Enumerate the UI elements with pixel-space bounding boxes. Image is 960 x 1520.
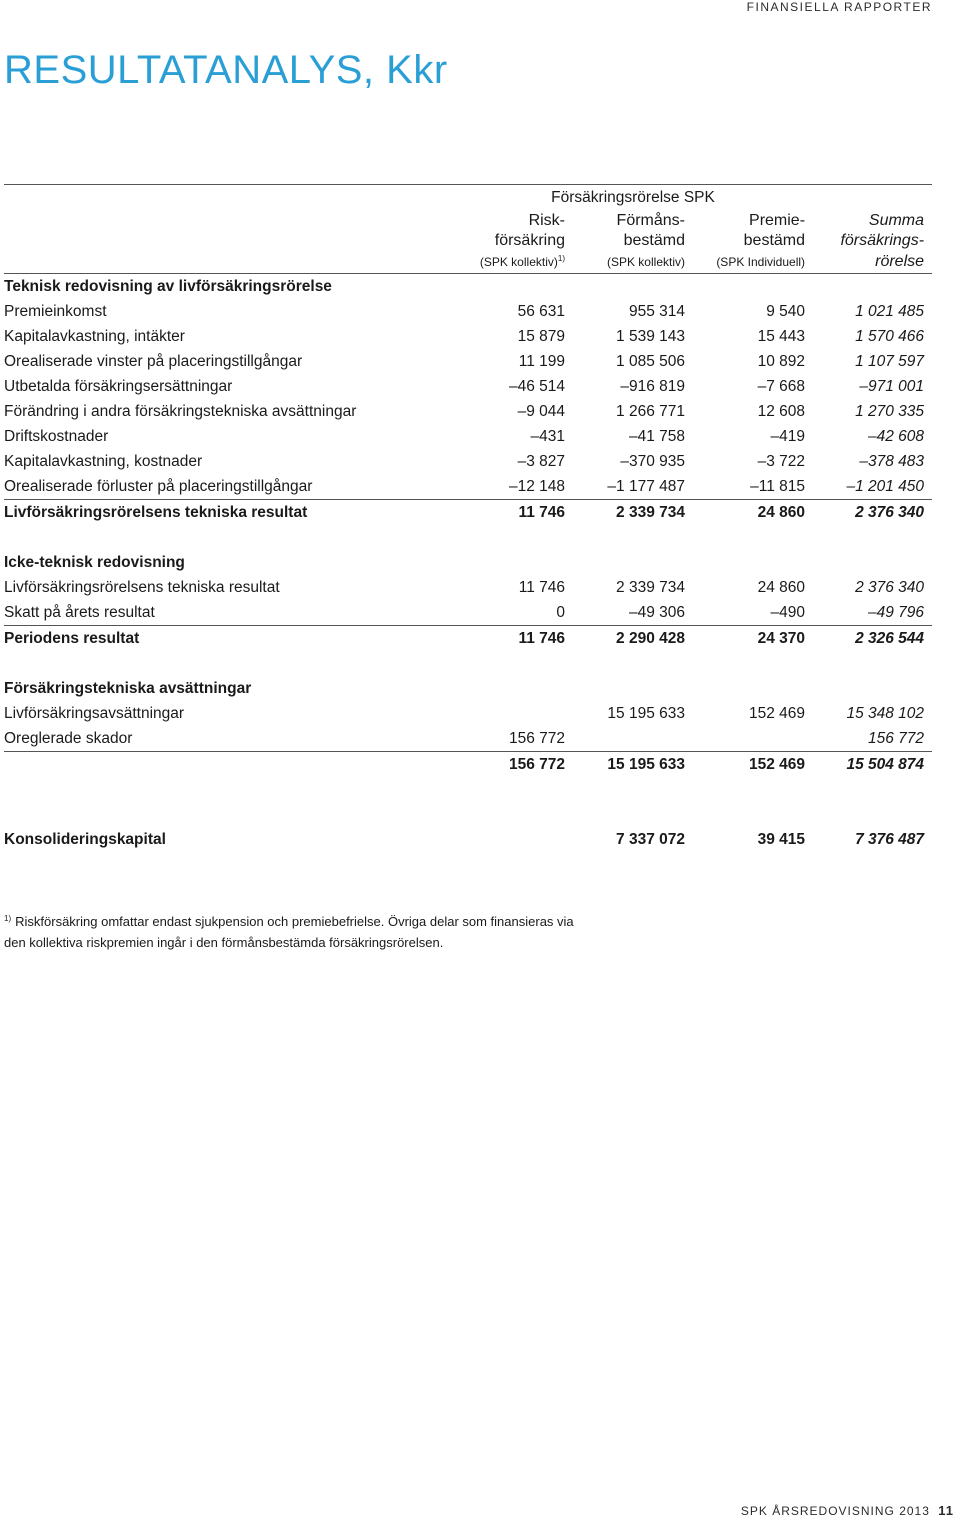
value-cell: –431 bbox=[530, 427, 565, 445]
value-cell: 1 539 143 bbox=[616, 327, 685, 345]
value-cell: –49 306 bbox=[573, 600, 693, 626]
value-cell: –11 815 bbox=[693, 474, 813, 500]
table-row bbox=[4, 399, 932, 424]
value-cell: 955 314 bbox=[628, 302, 685, 320]
section-title-row bbox=[4, 550, 932, 575]
col-header-summa-2: försäkrings- bbox=[840, 232, 925, 249]
section-title: Teknisk redovisning av livförsäkringsrörelse bbox=[4, 277, 332, 295]
row-label: Orealiserade vinster på placeringstillgångar bbox=[4, 352, 303, 370]
row-label: Utbetalda försäkringsersättningar bbox=[4, 377, 233, 395]
table-row bbox=[4, 701, 932, 726]
col-header-risk-2: försäkring bbox=[494, 232, 565, 249]
col-header-premie-1: Premie- bbox=[749, 212, 806, 229]
spacer-cell bbox=[453, 651, 573, 676]
col-header-formans-2: bestämd bbox=[623, 232, 685, 249]
value-cell: 2 376 340 bbox=[855, 503, 925, 521]
footnote-mark: 1) bbox=[4, 913, 12, 923]
value-cell bbox=[693, 726, 813, 752]
value-cell: –46 514 bbox=[508, 377, 565, 395]
value-cell: 1 107 597 bbox=[855, 352, 925, 370]
value-cell: 11 746 bbox=[518, 503, 565, 521]
value-cell bbox=[453, 701, 573, 726]
value-cell: 156 772 bbox=[813, 726, 932, 752]
value-cell: –7 668 bbox=[757, 377, 806, 395]
section-title: Försäkringstekniska avsättningar bbox=[4, 679, 252, 697]
section-title-row bbox=[4, 676, 932, 701]
value-cell: 1 270 335 bbox=[855, 402, 925, 420]
row-label: Driftskostnader bbox=[4, 427, 109, 445]
spacer-cell bbox=[4, 525, 453, 550]
value-cell: 7 337 072 bbox=[616, 830, 685, 848]
konsolidering-row bbox=[4, 827, 932, 852]
row-label: Skatt på årets resultat bbox=[4, 600, 453, 626]
section-title-row bbox=[4, 274, 932, 300]
spacer-row bbox=[4, 651, 932, 676]
value-cell: 1 266 771 bbox=[616, 402, 685, 420]
value-cell: 2 339 734 bbox=[616, 578, 685, 596]
value-cell: 1 570 466 bbox=[855, 327, 925, 345]
value-cell: –3 722 bbox=[757, 452, 806, 470]
value-cell: –370 935 bbox=[620, 452, 685, 470]
spacer-row bbox=[4, 777, 932, 827]
row-label: Oreglerade skador bbox=[4, 726, 453, 752]
footer-text: SPK ÅRSREDOVISNING 2013 bbox=[740, 1504, 930, 1518]
footnote-line-2: den kollektiva riskpremien ingår i den förmånsbestämda försäkringsrörelsen. bbox=[4, 935, 444, 950]
table-row bbox=[4, 600, 932, 626]
value-cell: 12 608 bbox=[757, 402, 806, 420]
spacer-cell bbox=[453, 525, 573, 550]
value-cell bbox=[453, 827, 573, 852]
spacer-cell bbox=[4, 651, 453, 676]
value-cell: 15 443 bbox=[757, 327, 806, 345]
spacer-cell bbox=[813, 777, 932, 827]
total-row bbox=[4, 500, 932, 526]
table-row bbox=[4, 349, 932, 374]
table-row bbox=[4, 299, 932, 324]
value-cell: 156 772 bbox=[508, 755, 565, 773]
page-title: RESULTATANALYS, Kkr bbox=[4, 48, 448, 92]
value-cell: 15 879 bbox=[517, 327, 565, 345]
value-cell: 15 195 633 bbox=[607, 704, 685, 722]
column-header-line1 bbox=[4, 211, 932, 231]
table-row bbox=[4, 374, 932, 399]
value-cell: 2 376 340 bbox=[855, 578, 925, 596]
row-label: Livförsäkringsrörelsens tekniska resultat bbox=[4, 503, 308, 521]
col-header-premie-3: (SPK Individuell) bbox=[693, 251, 813, 274]
spacer-cell bbox=[573, 777, 693, 827]
row-label: Livförsäkringsrörelsens tekniska resultat bbox=[4, 578, 280, 596]
value-cell: 24 860 bbox=[757, 578, 806, 596]
table-row bbox=[4, 726, 932, 752]
value-cell: 56 631 bbox=[517, 302, 565, 320]
value-cell: 11 746 bbox=[518, 629, 565, 647]
value-cell: 1 085 506 bbox=[616, 352, 685, 370]
value-cell: –490 bbox=[693, 600, 813, 626]
row-label: Kapitalavkastning, intäkter bbox=[4, 327, 185, 345]
value-cell: –1 201 450 bbox=[813, 474, 932, 500]
result-analysis-table bbox=[4, 184, 932, 852]
value-cell: –971 001 bbox=[859, 377, 925, 395]
value-cell: 24 370 bbox=[757, 629, 806, 647]
value-cell: 11 199 bbox=[518, 352, 565, 370]
row-label: Livförsäkringsavsättningar bbox=[4, 704, 185, 722]
row-label: Förändring i andra försäkringstekniska avsättningar bbox=[4, 402, 357, 420]
spacer-cell bbox=[693, 525, 813, 550]
value-cell: –42 608 bbox=[868, 427, 925, 445]
value-cell: 152 469 bbox=[749, 704, 806, 722]
value-cell: 2 326 544 bbox=[855, 629, 925, 647]
value-cell: 156 772 bbox=[453, 726, 573, 752]
col-header-summa-3: rörelse bbox=[813, 251, 932, 274]
value-cell: 0 bbox=[453, 600, 573, 626]
spacer-cell bbox=[813, 525, 932, 550]
col-header-summa-1: Summa bbox=[868, 212, 925, 229]
group-header-row bbox=[4, 185, 932, 212]
spacer-cell bbox=[813, 651, 932, 676]
value-cell: –9 044 bbox=[517, 402, 565, 420]
col-header-formans-3: (SPK kollektiv) bbox=[573, 251, 693, 274]
page-footer bbox=[741, 1503, 954, 1518]
value-cell: 24 860 bbox=[757, 503, 806, 521]
value-cell: 11 746 bbox=[518, 578, 565, 596]
value-cell: 2 339 734 bbox=[616, 503, 685, 521]
col-header-premie-2: bestämd bbox=[743, 232, 806, 249]
value-cell: –3 827 bbox=[517, 452, 565, 470]
row-label: Kapitalavkastning, kostnader bbox=[4, 452, 203, 470]
spacer-cell bbox=[453, 777, 573, 827]
value-cell: 152 469 bbox=[749, 755, 806, 773]
section-header: FINANSIELLA RAPPORTER bbox=[746, 0, 932, 14]
col-header-formans-1: Förmåns- bbox=[616, 212, 685, 229]
row-label: Orealiserade förluster på placeringstillgångar bbox=[4, 474, 453, 500]
spacer-cell bbox=[4, 777, 453, 827]
table-row bbox=[4, 449, 932, 474]
value-cell: 9 540 bbox=[766, 302, 806, 320]
value-cell: –41 758 bbox=[628, 427, 685, 445]
table-row bbox=[4, 424, 932, 449]
column-header-line2 bbox=[4, 231, 932, 251]
group-header: Försäkringsrörelse SPK bbox=[453, 185, 813, 212]
value-cell: 10 892 bbox=[757, 352, 806, 370]
value-cell: –1 177 487 bbox=[573, 474, 693, 500]
value-cell: 39 415 bbox=[757, 830, 806, 848]
section-title: Icke-teknisk redovisning bbox=[4, 553, 185, 571]
table-row bbox=[4, 474, 932, 500]
spacer-cell bbox=[573, 525, 693, 550]
value-cell: –916 819 bbox=[620, 377, 685, 395]
value-cell: –49 796 bbox=[813, 600, 932, 626]
footnote-ref: 1) bbox=[557, 254, 565, 263]
row-label: Premieinkomst bbox=[4, 302, 107, 320]
value-cell: 7 376 487 bbox=[855, 830, 925, 848]
row-label bbox=[4, 752, 453, 778]
spacer-row bbox=[4, 525, 932, 550]
value-cell: 2 290 428 bbox=[616, 629, 685, 647]
col-header-risk-1: Risk- bbox=[528, 212, 565, 229]
row-label: Periodens resultat bbox=[4, 629, 140, 647]
spacer-cell bbox=[573, 651, 693, 676]
value-cell bbox=[573, 726, 693, 752]
row-label: Konsolideringskapital bbox=[4, 830, 166, 848]
value-cell: 15 195 633 bbox=[607, 755, 685, 773]
value-cell: –378 483 bbox=[859, 452, 925, 470]
spacer-cell bbox=[693, 651, 813, 676]
page-number: 11 bbox=[938, 1503, 954, 1518]
total-row bbox=[4, 752, 932, 778]
value-cell: –419 bbox=[770, 427, 806, 445]
value-cell: 15 504 874 bbox=[846, 755, 925, 773]
value-cell: –12 148 bbox=[453, 474, 573, 500]
table-row bbox=[4, 575, 932, 600]
col-header-risk-3: (SPK kollektiv)$^{1)}$ bbox=[453, 251, 573, 274]
value-cell: 15 348 102 bbox=[846, 704, 925, 722]
value-cell: 1 021 485 bbox=[855, 302, 925, 320]
spacer-cell bbox=[693, 777, 813, 827]
footnote bbox=[4, 911, 704, 953]
column-header-line3 bbox=[4, 251, 932, 274]
table-row bbox=[4, 324, 932, 349]
footnote-line-1: Riskförsäkring omfattar endast sjukpension och premiebefrielse. Övriga delar som finansieras via bbox=[15, 914, 574, 929]
total-row bbox=[4, 626, 932, 652]
